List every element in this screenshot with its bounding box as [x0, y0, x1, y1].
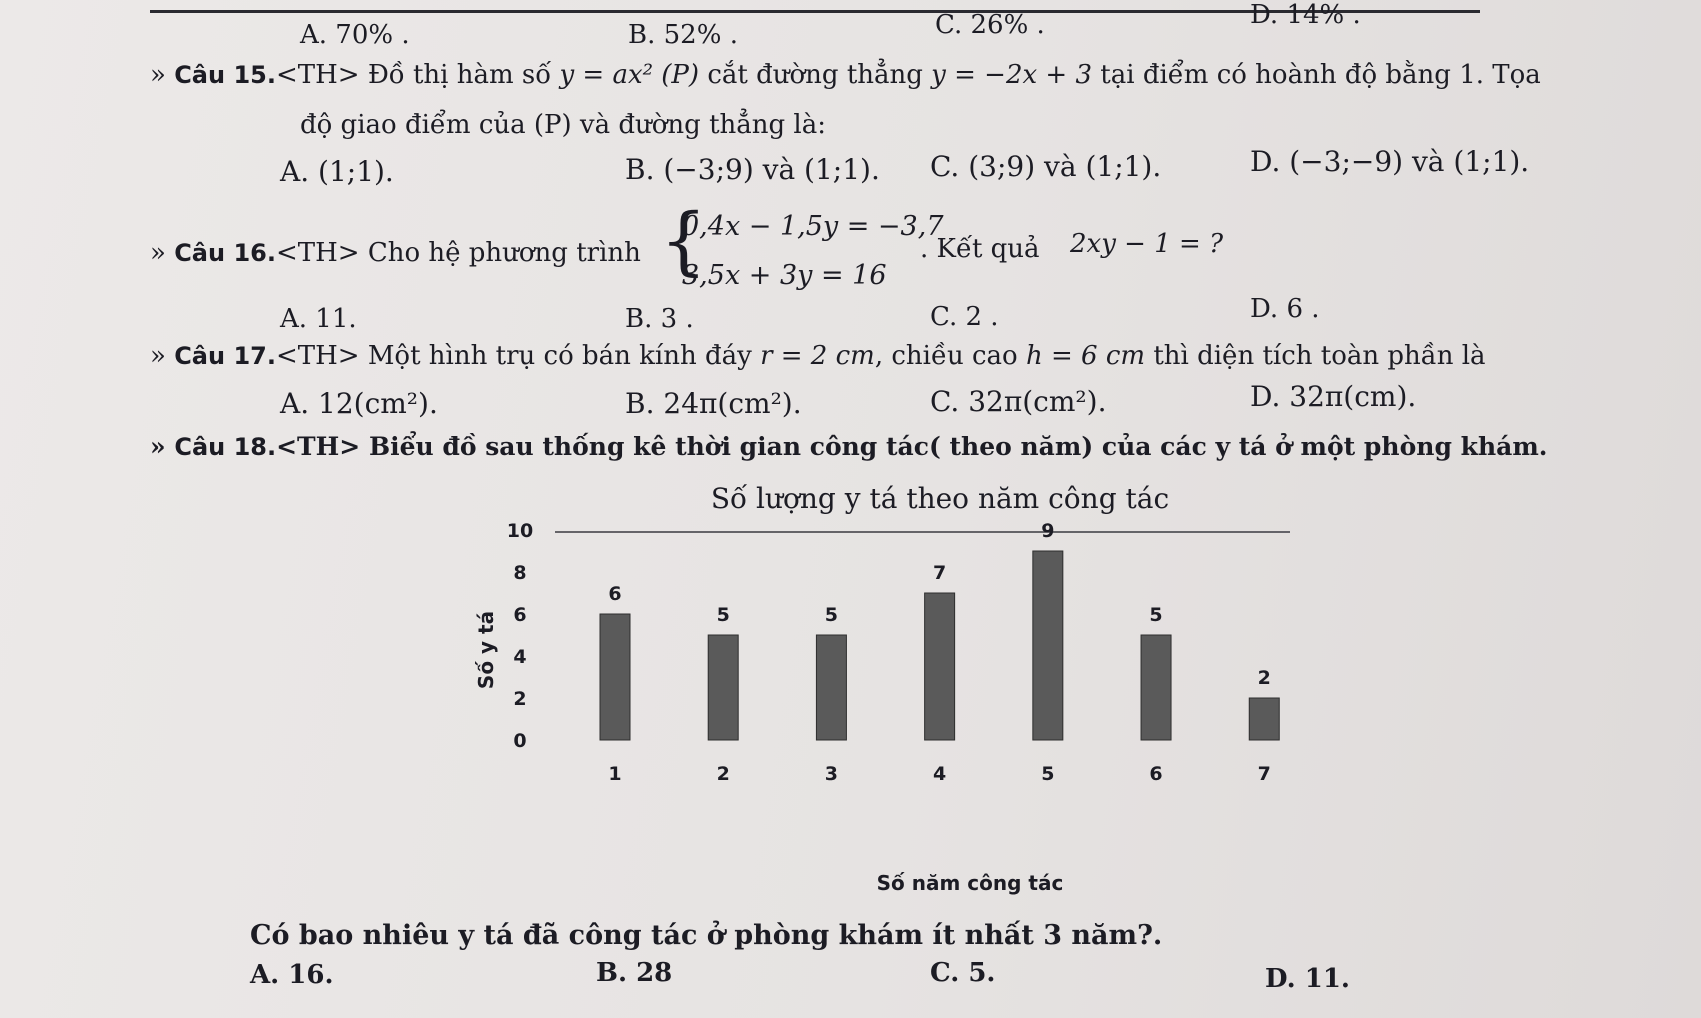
data-label-6: 5 — [1149, 604, 1163, 626]
q16-stem — [150, 240, 641, 266]
q14-option-d: D. 14% . — [1250, 0, 1361, 30]
y-tick-label: 6 — [513, 604, 527, 626]
q17-text2: , chiều cao — [874, 341, 1018, 371]
x-tick-label: 7 — [1257, 763, 1271, 785]
q16-equation-1: 0,4x − 1,5y = −3,7 — [682, 211, 944, 242]
bar-5 — [1033, 551, 1063, 740]
q16-bullet: » — [150, 238, 166, 268]
y-tick-label: 8 — [513, 562, 527, 584]
q15-text1: Đồ thị hàm số — [367, 60, 552, 90]
q16-system-brace: { — [660, 198, 708, 284]
data-label-5: 9 — [1041, 520, 1055, 542]
data-label-3: 5 — [824, 604, 839, 626]
q15-text3: tại điểm có hoành độ bằng 1. Tọa — [1100, 60, 1541, 90]
q15-stem — [150, 62, 1541, 88]
y-tick-label: 10 — [506, 520, 534, 542]
x-tick-label: 3 — [824, 763, 839, 785]
q18-option-d: D. 11. — [1265, 964, 1350, 994]
data-label-2: 5 — [716, 604, 730, 626]
y-tick-label: 0 — [513, 730, 527, 752]
q16-tag: <TH> — [275, 238, 360, 268]
q17-height: h = 6 cm — [1025, 341, 1146, 371]
q18-label: Câu 18. — [174, 433, 277, 461]
q16-equation-2: 3,5x + 3y = 16 — [682, 260, 887, 291]
data-label-1: 6 — [608, 583, 622, 605]
bar-6 — [1141, 635, 1171, 740]
bar-4 — [925, 593, 955, 740]
q15-label: Câu 15. — [174, 61, 276, 89]
q14-option-a: A. 70% . — [300, 20, 410, 50]
q14-option-c: C. 26% . — [935, 10, 1045, 40]
q17-option-b: B. 24π(cm²). — [625, 387, 802, 420]
y-tick-label: 4 — [513, 646, 527, 668]
q15-text4: độ giao điểm của (P) và đường thẳng là: — [300, 110, 827, 140]
x-tick-label: 1 — [608, 763, 622, 785]
q15-option-c: C. (3;9) và (1;1). — [930, 150, 1162, 183]
x-tick-label: 2 — [716, 763, 730, 785]
x-tick-label: 6 — [1149, 763, 1163, 785]
q15-tag: <TH> — [275, 60, 360, 90]
data-label-4: 7 — [933, 562, 947, 584]
q18-option-c: C. 5. — [930, 958, 996, 988]
bar-7 — [1249, 698, 1279, 740]
q18-text1: Biểu đồ sau thống kê thời gian công tác( theo năm) của các y tá ở một phòng khám. — [368, 432, 1548, 461]
q17-option-d: D. 32π(cm). — [1250, 380, 1417, 413]
nurse-years-bar-chart — [474, 482, 1380, 910]
bar-3 — [816, 635, 846, 740]
x-tick-label: 5 — [1041, 763, 1055, 785]
q15-option-d: D. (−3;−9) và (1;1). — [1250, 145, 1530, 178]
data-label-7: 2 — [1257, 667, 1271, 689]
q16-label: Câu 16. — [174, 239, 276, 267]
q17-option-c: C. 32π(cm²). — [930, 385, 1107, 418]
chart-x-ticks — [608, 763, 1270, 785]
bar-1 — [600, 614, 630, 740]
q17-bullet: » — [150, 341, 166, 371]
q15-option-a: A. (1;1). — [280, 155, 394, 188]
y-tick-label: 2 — [513, 688, 527, 710]
q17-label: Câu 17. — [174, 342, 276, 370]
q18-tag: <TH> — [276, 432, 361, 461]
chart-y-ticks — [507, 520, 533, 752]
chart-x-axis-label: Số năm công tác — [876, 871, 1064, 895]
q15-text2: cắt đường thẳng — [707, 60, 923, 90]
q14-option-b: B. 52% . — [628, 20, 738, 50]
q15-function: y = ax² (P) — [559, 60, 700, 90]
q18-option-a: A. 16. — [250, 960, 334, 990]
q15-line: y = −2x + 3 — [931, 60, 1093, 90]
q17-stem — [150, 343, 1486, 369]
x-tick-label: 4 — [933, 763, 947, 785]
q16-text1: Cho hệ phương trình — [367, 238, 641, 268]
q17-tag: <TH> — [275, 341, 360, 371]
q17-text3: thì diện tích toàn phần là — [1153, 341, 1486, 371]
chart-title: Số lượng y tá theo năm công tác — [710, 482, 1170, 515]
q16-option-d: D. 6 . — [1250, 294, 1320, 324]
q17-option-a: A. 12(cm²). — [280, 387, 438, 420]
q16-option-c: C. 2 . — [930, 302, 999, 332]
q18-option-b: B. 28 — [596, 958, 673, 988]
q17-radius: r = 2 cm — [760, 341, 875, 371]
bar-2 — [708, 635, 738, 740]
chart-y-axis-label: Số y tá — [474, 610, 498, 690]
q16-expression: 2xy − 1 = ? — [1070, 229, 1224, 259]
q18-question: Có bao nhiêu y tá đã công tác ở phòng khám ít nhất 3 năm?. — [250, 920, 1163, 951]
q16-option-a: A. 11. — [280, 304, 357, 334]
q17-text1: Một hình trụ có bán kính đáy — [367, 341, 752, 371]
q16-text2: . Kết quả — [920, 234, 1040, 264]
q18-stem — [150, 434, 1547, 459]
q15-bullet: » — [150, 60, 166, 90]
q15-option-b: B. (−3;9) và (1;1). — [625, 153, 880, 186]
q16-option-b: B. 3 . — [625, 304, 694, 334]
q18-bullet: » — [150, 432, 166, 461]
